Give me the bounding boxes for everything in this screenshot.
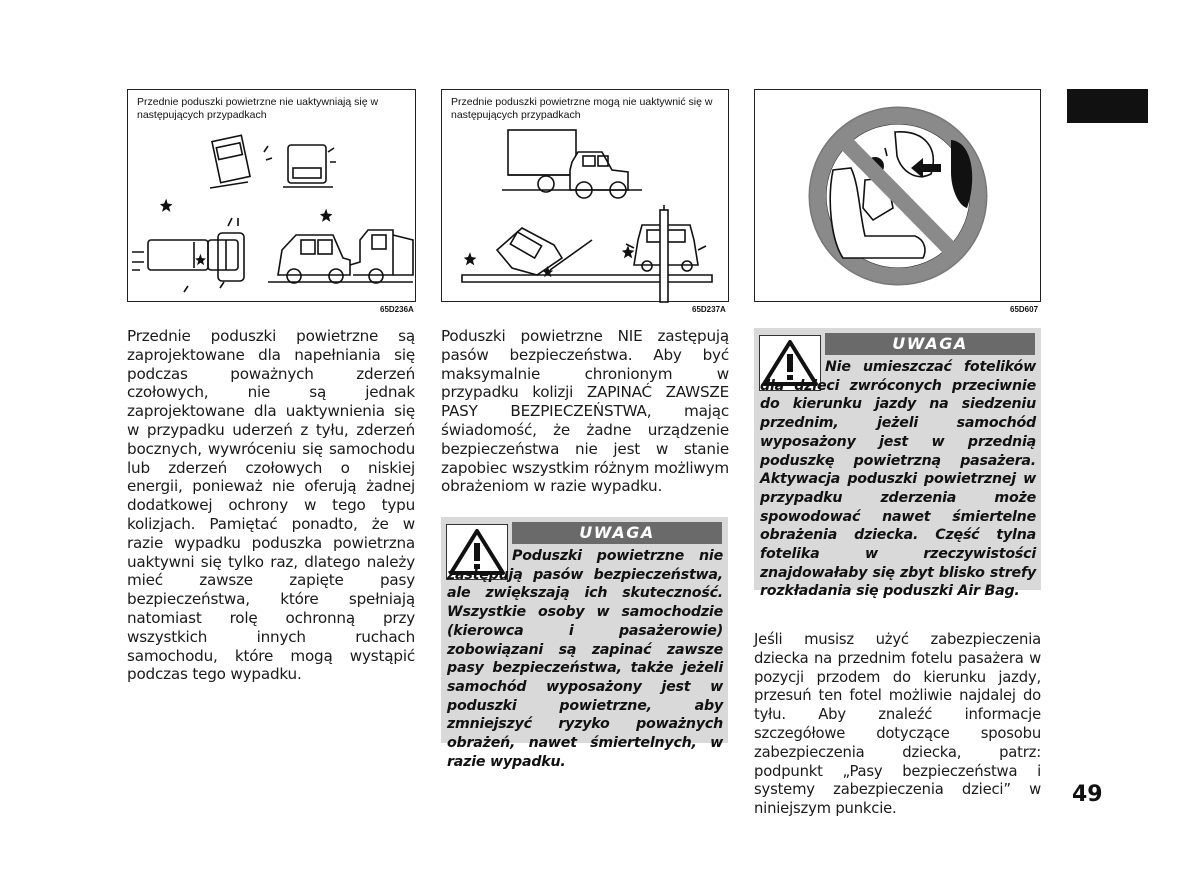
warning-title: UWAGA (512, 522, 722, 544)
chapter-tab-marker (1067, 89, 1148, 123)
warning-text: Nie umieszczać fotelików dla dzieci zwróconych przeciwnie do kierunku jazdy na siedzeniu przednim, jeżeli samochód wyposażony jest w przednią poduszkę powietrzną pasażera. Aktywacja poduszki powietrznej w przypadku zderzenia może spowodować nawet śmiertelne obrażenia dziecka. Część tylna fotelika w rzeczywistości znajdowałaby się zbyt blisko strefy rozkładania się poduszki Air Bag. (760, 359, 1036, 600)
illustration-underride-pole (442, 90, 730, 303)
body-text-col2: Poduszki powietrzne NIE zastępują pasów bezpieczeństwa. Aby być maksymalnie chronionym w przypadku kolizji ZAPINAĆ ZAWSZE PASY BEZPIECZEŃSTWA, mając świadomość, że żadne urządzenie bezpieczeństwa nie jest w stanie zapobiec wszystkim różnym możliwym obrażeniom w razie wypadku. (441, 327, 729, 496)
warning-title: UWAGA (825, 333, 1035, 355)
warning-text: Poduszki powietrzne nie zastępują pasów bezpieczeństwa, ale zwiększają ich skuteczność. Wszystkie osoby w samochodzie (kierowca i pasażerowie) zobowiązani są zapinać zawsze pasy bezpieczeństwa, także jeżeli samochód wyposażony jest w poduszki powietrzne, aby zmniejszyć ryzyko poważnych obrażeń, nawet śmiertelnych, w razie wypadku. (447, 548, 723, 770)
figure-code: 65D237A (692, 305, 726, 314)
prohibition-icon (755, 90, 1042, 303)
page-number: 49 (1072, 782, 1103, 807)
body-text-col3: Jeśli musisz użyć zabezpieczenia dziecka na przednim fotelu pasażera w pozycji przodem do kierunku jazdy, przesuń ten fotel możliwie najdalej do tyłu. Aby znaleźć informacje szczegółowe dotyczące sposobu zabezpieczenia dziecka, patrz: podpunkt „Pasy bezpieczeństwa i systemy zabezpieczenia dzieci” w niniejszym punkcie. (754, 631, 1041, 818)
warning-box-seatbelts (441, 517, 728, 770)
figure-caption: Przednie poduszki powietrzne mogą nie uaktywnić się w następujących przypadkach (451, 96, 713, 121)
figure-code: 65D607 (1010, 305, 1039, 314)
warning-box-child-seat (754, 328, 1041, 600)
body-text-col1: Przednie poduszki powietrzne są zaprojektowane dla napełniania się podczas poważnych zderzeń czołowych, nie są jednak zaprojektowane dla uaktywnienia się w przypadku uderzeń z tyłu, zderzeń bocznych, wywróceniu się samochodu lub zderzeń czołowych o niskiej energii, ponieważ nie oferują żadnej dodatkowej ochrony w tego typu kolizjach. Pamiętać ponadto, że w razie wypadku poduszka powietrzna uaktywni się tylko raz, dlatego należy mieć zawsze zapięte pasy bezpieczeństwa, które spełniają natomiast rolę ochronną przy wszystkich innych ruchach samochodu, które mogą wystąpić podczas tego wypadku. (127, 327, 415, 684)
figure-child-seat-prohibited (754, 89, 1041, 302)
illustration-collisions-no-deploy (128, 90, 417, 303)
figure-code: 65D236A (380, 305, 414, 314)
figure-airbag-not-activated (127, 89, 416, 302)
figure-caption: Przednie poduszki powietrzne nie uaktywniają się w następujących przypadkach (137, 96, 379, 121)
figure-airbag-may-not-activate (441, 89, 729, 302)
